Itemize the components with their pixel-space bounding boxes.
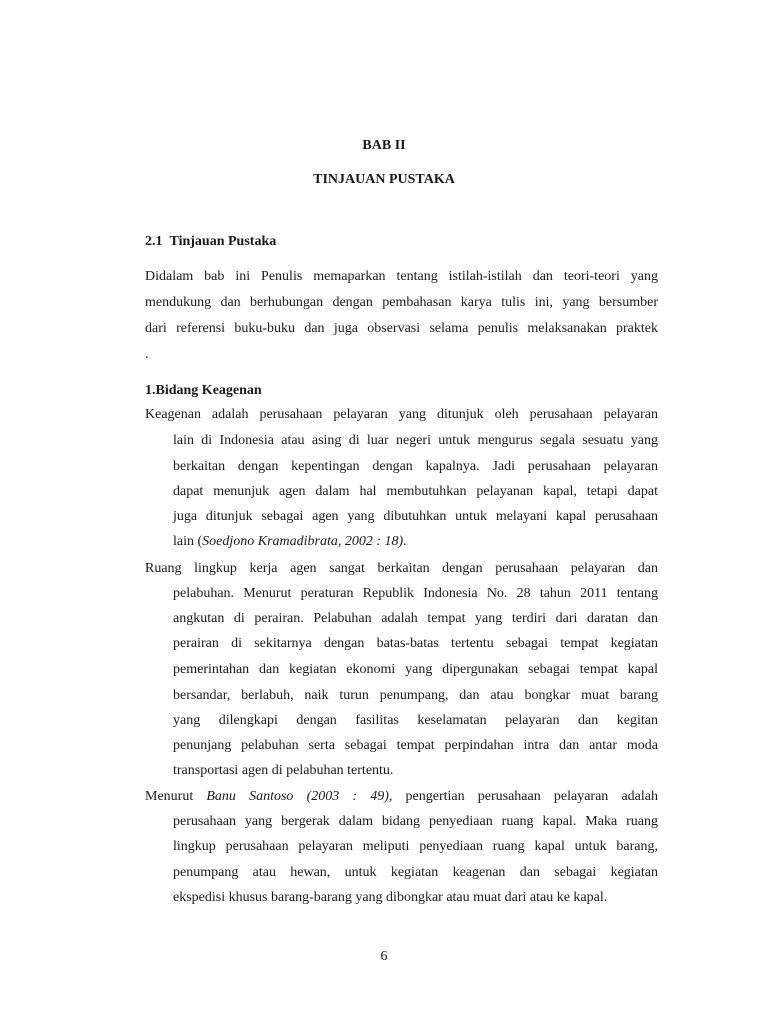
intro-line: Didalam bab ini Penulis memaparkan tentang istilah-istilah dan teori-teori yang xyxy=(145,269,658,284)
paragraph-line: yang dilengkapi dengan fasilitas keselamatan pelayaran dan kegitan xyxy=(173,713,658,728)
section-number: 2.1 xyxy=(145,234,163,249)
intro-line: . xyxy=(145,347,149,362)
subsection-heading: 1.Bidang Keagenan xyxy=(145,383,262,398)
section-title: Tinjauan Pustaka xyxy=(169,234,277,249)
paragraph-line: perusahaan yang bergerak dalam bidang penyediaan ruang kapal. Maka ruang xyxy=(173,814,658,829)
paragraph-line-citation xyxy=(145,788,658,806)
paragraph-line: perairan di sekitarnya dengan batas-batas tertentu sebagai tempat kegiatan xyxy=(173,636,658,651)
chapter-label: BAB II xyxy=(362,138,406,153)
paragraph-line: angkutan di perairan. Pelabuhan adalah tempat yang terdiri dari daratan dan xyxy=(173,611,658,626)
paragraph-line: dapat menunjuk agen dalam hal membutuhkan pelayanan kapal, tetapi dapat xyxy=(173,484,658,499)
paragraph-line: lingkup perusahaan pelayaran meliputi penyediaan ruang kapal untuk barang, xyxy=(173,839,658,854)
paragraph-line: transportasi agen di pelabuhan tertentu. xyxy=(173,763,394,778)
citation-prefix: lain ( xyxy=(173,534,203,549)
paragraph-line-citation xyxy=(173,533,407,551)
page-number: 6 xyxy=(380,949,388,964)
paragraph-line: lain di Indonesia atau asing di luar negeri untuk mengurus segala sesuatu yang xyxy=(173,433,658,448)
citation-prefix: Menurut xyxy=(145,789,207,804)
citation-soedjono: Soedjono Kramadibrata, 2002 : 18). xyxy=(202,534,407,549)
section-heading xyxy=(145,233,276,251)
paragraph-line: penumpang atau hewan, untuk kegiatan keagenan dan sebagai kegiatan xyxy=(173,865,658,880)
intro-line: mendukung dan berhubungan dengan pembahasan karya tulis ini, yang bersumber xyxy=(145,295,658,310)
paragraph-line: penunjang pelabuhan serta sebagai tempat perpindahan intra dan antar moda xyxy=(173,738,658,753)
paragraph-line: pelabuhan. Menurut peraturan Republik Indonesia No. 28 tahun 2011 tentang xyxy=(173,586,658,601)
paragraph-line: berkaitan dengan kepentingan dengan kapalnya. Jadi perusahaan pelayaran xyxy=(173,459,658,474)
paragraph-line: juga ditunjuk sebagai agen yang dibutuhkan untuk melayani kapal perusahaan xyxy=(173,509,658,524)
paragraph-line: ekspedisi khusus barang-barang yang dibongkar atau muat dari atau ke kapal. xyxy=(173,890,608,905)
paragraph-line: pemerintahan dan kegiatan ekonomi yang dipergunakan sebagai tempat kapal xyxy=(173,662,658,677)
citation-banu-santoso: Banu Santoso (2003 : 49), xyxy=(206,789,393,804)
intro-line: dari referensi buku-buku dan juga observasi selama penulis melaksanakan praktek xyxy=(145,321,658,336)
paragraph-line: bersandar, berlabuh, naik turun penumpang, dan atau bongkar muat barang xyxy=(173,688,658,703)
paragraph-line: Ruang lingkup kerja agen sangat berkaitan dengan perusahaan pelayaran dan xyxy=(145,561,658,576)
paragraph-line: Keagenan adalah perusahaan pelayaran yang ditunjuk oleh perusahaan pelayaran xyxy=(145,407,658,422)
chapter-title: TINJAUAN PUSTAKA xyxy=(313,172,455,187)
citation-suffix: pengertian perusahaan pelayaran adalah xyxy=(392,789,658,804)
